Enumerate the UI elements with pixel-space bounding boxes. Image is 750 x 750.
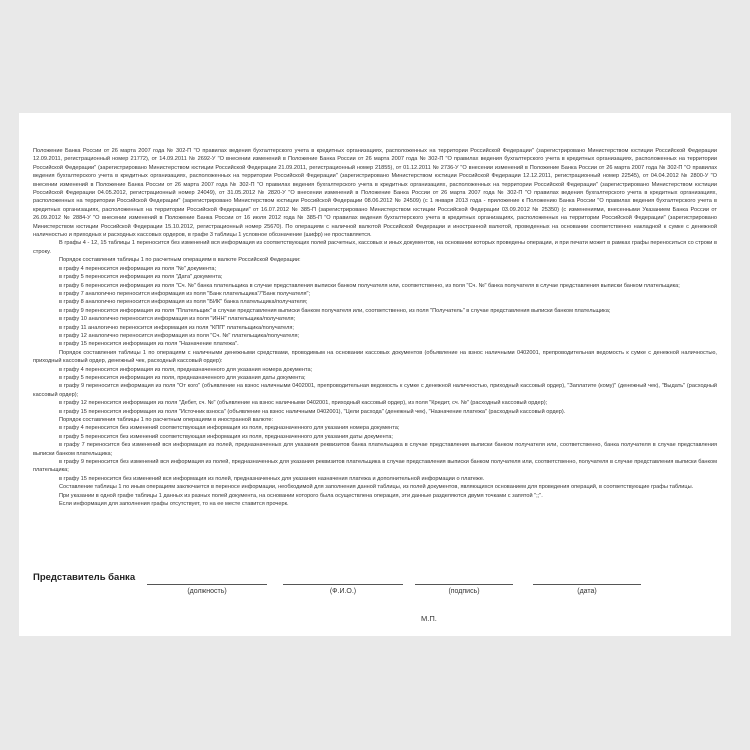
signature-block [33,572,717,632]
paragraph: Составление таблицы 1 по иным операциям заключается в переносе информации, необходимой для заполнения данной таблицы, из полей документов, являющихся основанием для проведения операций, в соответствующие графы таблицы. [59,484,694,491]
paragraph: в графу 8 аналогично переносится информация из поля "БИК" банка плательщика/получателя; [59,299,308,306]
paragraph: в графу 7 переносится без изменений вся информация из полей, предназначенных для указания реквизитов банка плательщика в случае представления выписки банком получателя или, соответственно, банка получателя в случае представления выписки банком плательщика; [33,442,717,457]
paragraph: в графу 11 аналогично переносится информация из поля "КПП" плательщика/получателя; [59,324,294,331]
paragraph: В графы 4 - 12, 15 таблицы 1 переносится без изменений вся информация из соответствующих полей расчетных, кассовых и иных документов, на основании которых проведены операции, и при печати может в рамках графы переноситься со строки в строку. [33,240,717,255]
paragraph: Если информация для заполнения графы отсутствует, то на ее месте ставится прочерк. [59,501,289,508]
paragraph: Порядок составления таблицы 1 по операциям с наличными денежными средствами, проводимым на основании кассовых документов (объявление на взнос наличными 0402001, препроводительная ведомость к сумке с денежной наличностью, приходный кассовый ордер, денежный чек, расходный кассовый ордер): [33,349,717,365]
paragraph: Порядок составления таблицы 1 по расчетным операциям в валюте Российской Федерации: [59,257,301,264]
paragraph: в графу 10 аналогично переносится информация из поля "ИНН" плательщика/получателя; [59,316,296,323]
stamp-place-label: М.П. [421,614,437,623]
document-body [33,147,717,508]
signature-line [415,584,513,585]
paragraph: в графу 5 переносится информация из поля "Дата" документа; [59,274,223,281]
paragraph: в графу 4 переносится информация из поля, предназначенного для указания номера документа; [59,366,313,373]
paragraph: в графу 12 аналогично переносится информация из поля "Сч. №" плательщика/получателя; [59,332,300,339]
paragraph: в графу 9 переносится без изменений вся информация из полей, предназначенных для указания реквизитов плательщика в случае представления выписки банком получателя или, соответственно, получателя в случае представления выписки банком плательщика; [33,459,717,474]
paragraph: в графу 6 переносится информация из поля "Сч. №" банка плательщика в случае представления выписки банком получателя или, соответственно, из поля "Сч. №" банка получателя в случае представления выписки банком плательщика; [59,282,680,289]
document-page [19,113,731,636]
paragraph: в графу 5 переносится без изменений соответствующая информация из поля, предназначенного для указания даты документа; [59,433,393,440]
paragraph: в графу 4 переносится информация из поля "№" документа; [59,265,217,272]
position-caption: (должность) [187,588,227,595]
paragraph: в графу 4 переносится без изменений соответствующая информация из поля, предназначенного для указания номера документа; [59,425,400,432]
paragraph: в графу 15 переносится информация из поля "Источник взноса" (объявление на взнос наличными 0402001), "Цели расхода" (денежный чек), "Назначение платежа" (расходный кассовый ордер). [59,408,566,415]
paragraph: в графу 9 переносится информация из поля "Плательщик" в случае представления выписки банком получателя или, соответственно, из поля "Получатель" в случае представления выписки банком плательщика; [59,307,611,314]
paragraph: в графу 15 переносится без изменений вся информация из полей, предназначенных для указания назначения платежа и дополнительной информации о платеже. [59,475,485,482]
date-caption: (дата) [577,588,597,595]
paragraph: в графу 5 переносится информация из поля, предназначенного для указания даты документа; [59,374,306,381]
full-name-line [283,584,403,585]
position-line [147,584,267,585]
paragraph: Положение Банка России от 26 марта 2007 года № 302-П "О правилах ведения бухгалтерского учета в кредитных организациях, расположенных на территории Российской Федерации" (зарегистрировано Министерством юстиции Российской Федерации 12.09.2011, регистрационный номер 21772), от 14.09.2011 № 2692-У "О внесении изменений в Положение Банка России от 26 марта 2007 года № 302-П "О правилах ведения бухгалтерского учета в кредитных организациях, расположенных на территории Российской Федерации" (зарегистрировано Министерством юстиции Российской Федерации 21.09.2011, регистрационный номер 21855), от 01.12.2011 № 2736-У "О внесении изменений в Положение Банка России от 26 марта 2007 года № 302-П "О правилах ведения бухгалтерского учета в кредитных организациях, расположенных на территории Российской Федерации" (зарегистрировано Министерством юстиции Российской Федерации 12.12.2011, регистрационный номер 22545), от 04.04.2012 № 2800-У "О внесении изменений в Положение Банка России от 26 марта 2007 года № 302-П "О правилах ведения бухгалтерского учета в кредитных организациях, расположенных на территории Российской Федерации" (зарегистрировано Министерством юстиции Российской Федерации 04.05.2012, регистрационный номер 24049), от 31.05.2012 № 2820-У "О внесении изменений в Положение Банка России от 26 марта 2007 года № 302-П "О правилах ведения бухгалтерского учета в кредитных организациях, расположенных на территории Российской Федерации" (зарегистрировано Министерством юстиции Российской Федерации 08.06.2012 № 24509) (с 1 января 2013 года - приложение к Положению Банка России "О правилах ведения бухгалтерского учета в кредитных организациях, расположенных на территории Российской Федерации" от 16.07.2012 № 385-П (зарегистрировано Министерством юстиции Российской Федерации 03.09.2012 № 25350) (с изменениями, внесенными Указанием Банка России от 26.09.2012 № 2884-У "О внесении изменений в Положение Банка России от 16 июля 2012 года № 385-П "О правилах ведения бухгалтерского учета в кредитных организациях, расположенных на территории Российской Федерации" (зарегистрировано Министерством юстиции Российской Федерации 15.10.2012, регистрационный номер 25670). По операциям с наличной валютой Российской Федерации и иностранной валютой, проведенных на основании соответственно накладной к сумке с денежной наличностью и приходных и расходных кассовых ордеров, в графе 3 таблицы 1 условное обозначение (шифр) не проставляется. [33,148,717,239]
bank-representative-label: Представитель банка [33,572,136,583]
paragraph: Порядок составления таблицы 1 по расчетным операциям в иностранной валюте: [59,417,274,423]
paragraph: в графу 7 аналогично переносится информация из поля "Банк плательщика"/"Банк получателя"; [59,290,311,297]
full-name-caption: (Ф.И.О.) [329,588,357,595]
date-line [533,584,641,585]
signature-caption: (подпись) [448,588,480,595]
paragraph: При указании в одной графе таблицы 1 данных из разных полей документа, на основании которого была осуществлена операция, эти данные разделяются двумя точками с запятой ";;". [59,492,543,499]
paragraph: в графу 15 переносится информация из поля "Назначение платежа". [59,341,239,348]
paragraph: в графу 9 переносится информация из поля "От кого" (объявление на взнос наличными 0402001, препроводительная ведомость к сумке с денежной наличностью, приходный кассовый ордер), "Заплатите (кому)" (денежный чек), "Выдать" (расходный кассовый ордер); [33,383,717,398]
paragraph: в графу 12 переносится информация из поля "Дебет, сч. №" (объявление на взнос наличными 0402001, приходный кассовый ордер), из поля "Кредит, сч. №" (расходный кассовый ордер); [59,400,548,407]
